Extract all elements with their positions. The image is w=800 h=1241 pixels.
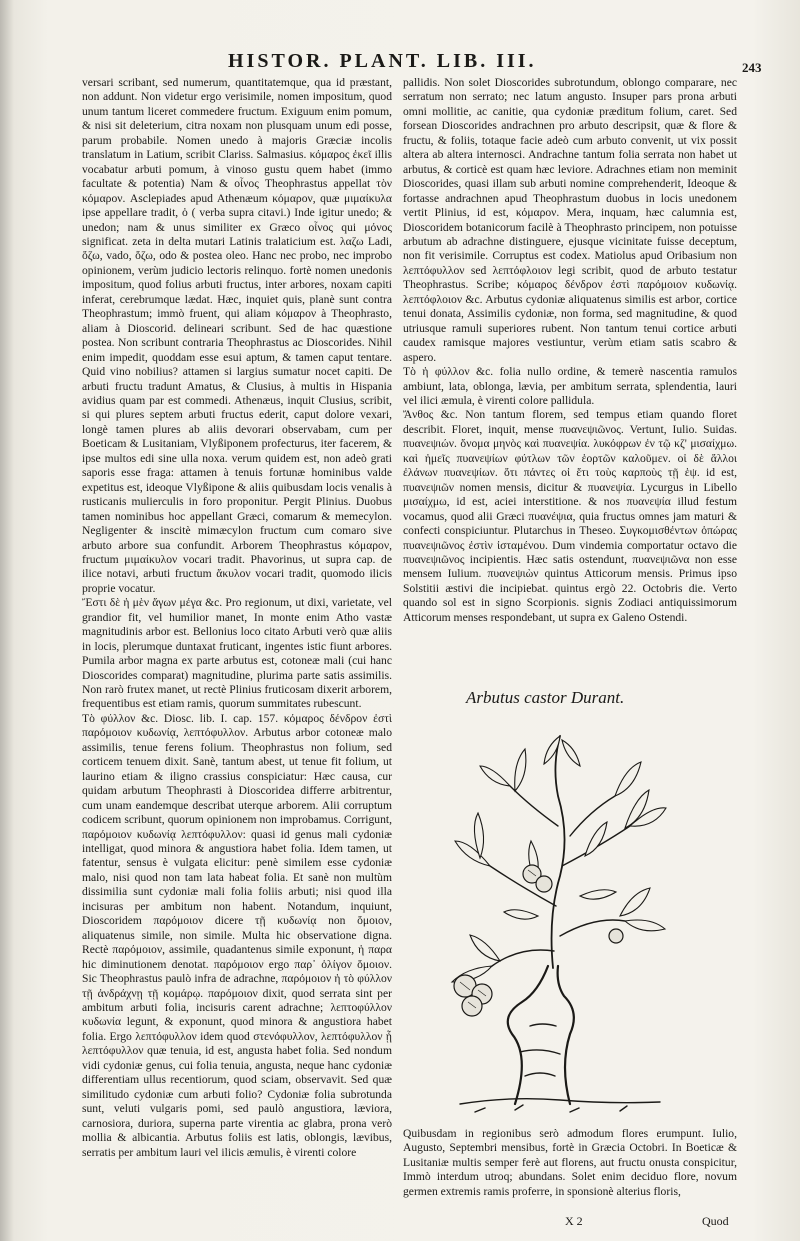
paragraph: Ἄνθος &c. Non tantum florem, sed tempus etiam quando floret describit. Floret, inquit, mense πυανεψιῶνος. Vertunt, Iulio. Suidas. πυανεψιών. ὄνομα μηνὸς καὶ πυανεψία. λυκόφρων ἐν τῷ κζ' μισαίχμω. καὶ ἡμεῖς πυανεψίων φύτλων τῶν ἑορτῶν καλοῦμεν. οἱ δὲ ἄλλοι ἐλάνων πυανεψίων. ὅτι πάντες οἱ ἔτι τοὺς καρποὺς τῇ ἑψ. id est, πυανεψιῶν nomen mensis, dicitur & πυανεψία. Lycurgus in Libello μισαίχμω, id est, aciei interstitione. & nos πυανεψία illud festum vocamus, quod alii Græci πυανέψια, quia fructus omnes jam maturi & confecti conspiciuntur. Plutarchus in Theseo. Συγκομισθέντων ὀπώρας πυανεψιῶνος ἐστὶν ἰσταμένου. Dum vindemia comportatur octavo die πυανεψιῶνος incipientis. Hæc satis ostendunt, πυανεψιῶνα non esse mensem Iulium. πυανεψιὼν quintus Atticorum mensis. Primus ipso Solstitii æstivi die incipiebat. quintus ergò 22. Octobris die. Verto quando sol est in signo Scorpionis. signis Zodiaci antiquissimorum Atticorum menses respondebant, ut supra ex Galeno Ostendi. <box>403 408 737 624</box>
paragraph: Τὸ ἡ φύλλον &c. folia nullo ordine, & temerè nascentia ramulos ambiunt, lata, oblonga, lævia, per ambitum serrata, splendentia, lauri vel ilici æmula, è virenti colore pallidula. <box>403 365 737 407</box>
catchword: Quod <box>702 1214 729 1228</box>
left-column <box>82 76 392 1216</box>
figure-title: Arbutus castor Durant. <box>466 688 625 707</box>
paragraph: Τὸ φύλλον &c. Diosc. lib. I. cap. 157. κόμαρος δένδρον ἐστὶ παρόμοιον κυδωνίᾳ, λεπτόφυλλον. Arbutus arbor cotoneæ malo assimilis, tenue ferens folium. Theophrastus non folium, sed corticem tenuem dixit. Sanè, tantum abest, ut tenue fit folium, ut laurino etiam & iligno crassius conspiciatur: Hæc causa, cur quidam arbutum Theophrasti à Dioscoridea differre arbitrentur, cum unam eandemque describat uterque arborem. Alii corruptum codicem scribunt, quorum opinionem non improbamus. Corrigunt, παρόμοιον κυδωνίᾳ λεπτόφυλλον: quasi id genus mali cydoniæ intelligat, quod minora & angustiora habet folia. Idem tamen, ut fatentur, sensus è vulgata elicitur: penè similem esse cydoniæ malo, nisi quod non tam lata habeat folia. Et sanè non multùm dissimilia sunt cydoniæ mali folia foliis arbuti; nisi quod illa incisuras per ambitum non habent. Notandum, inquiunt, Dioscoridem παρόμοιον dicere τῇ κυδωνίᾳ non ὅμοιον, aliquatenus simile, non simile. Multa hic observatione digna. Rectè παρόμοιον, assimile, quadantenus simile exponunt, ἡ παρα hic diminutionem denotat. παρόμοιον ergo παρ᾽ ὀλίγον ὅμοιον. Sic Theophrastus paulò infra de adrachne, παρόμοιον ἡ τὸ φύλλον τῇ ἀνδράχνῃ τῇ κομάρῳ. παρόμοιον dixit, quod serrata sint per ambitum arbuti folia, incisuris carent adrachne; λεπτοφύλλον κυδωνία legunt, & exponunt, quod minora & angustiora habet folia. Ergo λεπτόφυλλον idem quod στενόφυλλον, λεπτόφυλλον ᾗ λεπτόφυλλον quæ tenuia, id est, angusta habet folia. Sed nondum vidi cydoniæ genus, cui folia tenuia, angusta, neque hanc cydoniæ differentiam ullus recentiorum, quod sciam, observavit. Sed quæ similitudo cydoniæ cum arbuti folio? Cydoniæ folia subrotunda sunt, veluti vulgaris pomi, sed paulò angustiora, læviora, carnosiora, duriora, superna parte virentia ac glabra, prona verò mollia & albicantia. Arbutus foliis est latis, oblongis, lævibus, serratis per ambitum lauri vel ilicis æmulis, è virenti colore <box>82 711 392 1159</box>
running-head: HISTOR. PLANT. LIB. III. <box>228 50 537 72</box>
arbutus-woodcut-illustration <box>420 716 700 1126</box>
page-number: 243 <box>742 60 762 75</box>
gutter-shadow <box>0 0 14 1241</box>
signature-mark: X 2 <box>565 1214 583 1228</box>
right-column <box>403 76 737 696</box>
paragraph: Ἔστι δὲ ἡ μὲν ἄγων μέγα &c. Pro regionum, ut dixi, varietate, vel grandior fit, vel humilior manet, In monte enim Atho vastæ magnitudinis arbor est. Bellonius loco citato Arbuti verò quæ aliis in locis, plerumque duntaxat fruticant, ingentes istic fiunt arbores. Pumila arbor magna ex parte arbutus est, cotoneæ mali (cui hanc Dioscorides comparat) magnitudine, plurima parte satis assimilis. Non rarò frutex manet, ut rectè Plinius fruticosam dixerit arborem, frequentibus est etiam ramis, quorum summitates rubescunt. <box>82 596 392 711</box>
caption-paragraph: Quibusdam in regionibus serò admodum flores erumpunt. Iulio, Augusto, Septembri mensibus, fortè in Græcia Octobri. In Boeticæ & Lusitaniæ multis semper ferè aut florens, aut fructu onusta conspicitur, Immò interdum utroq; abundans. Solet enim deciduo flore, novum germen extremis ramis proferre, in sponsionè alterius floris, <box>403 1127 737 1198</box>
paragraph: pallidis. Non solet Dioscorides subrotundum, oblongo comparare, nec serratum non serrato; nec latum angusto. Insuper pars prona arbuti omni mollitie, ac canitie, qua cydoniæ præditum folium, caret. Sed forsean Dioscorides andrachnen pro arbuto descripsit, quæ & flore & fructu, & foliis, totaque facie adeò cum arbuto convenit, ut vix possit altera ab altera internosci. Andrachne tantum folia serrata non habet ut arbutus, & corticè est quam hæc leviore. Adrachnes etiam non meminit Dioscorides, quasi illam sub arbuti nomine comprehenderit, Ideoque & fortasse andrachnen apud Theophrastum duobus in locis unedonem vertit Plinius, id est, κόμαρον. Mera, inquam, hæc calumnia est, Dioscoridem botanicorum facilè à Theophrasto principem, non potuisse arbutum ab adrachne distinguere, ejusque vicinitate fuisse deceptum, non fit verisimile. Corruptus est codex. Matiolus apud Oribasium non λεπτόφυλλον sed λεπτόφλοιον legi scribit, quod de arbuto testatur Theophrastus. Scribe; κόμαρος δένδρον ἐστὶ παρόμοιον κυδωνίᾳ. λεπτόφλοιον &c. Arbutus cydoniæ aliquatenus similis est arbor, cortice tenui donata, Assimilis cydoniæ, non forma, sed magnitudine, & quod utriusque ramuli superiores rubent. Non tantum tenui cortice arbuti caudex ramisque majores vestiuntur, verùm etiam satis scabro & aspero. <box>403 76 737 364</box>
paragraph: versari scribant, sed numerum, quantitatemque, qua id præstant, non addunt. Non videtur ergo verisimile, nomen impositum, quod unum tantum liceret commedere fructum. Exiguum enim pomum, & nisi sit deleterium, citra noxam non plusquam unum edi posse, parum probabile. Nomen unedo à majoris Græciæ incolis translatum in Latium, scribit Clariss. Salmasius. κόμαρος ἐκεῖ illis vocabatur arbuti pomum, à vinoso gustu quem habet (immo facultate & potentia) Nam & οἶνος Theophrastus appellat τὸν κόμαρον. Asclepiades apud Athenæum κόμαρον, quæ μιμαίκυλα ipse appellare tradit, ὁ ( verba supra citavi.) Inde igitur unedo; & unedon; nam & unus similiter ex Græco οἶνος qui μόνος significat. zeta in delta mutari Latinis tralaticium est. λαζω Ladi, ὄζω, vado, ὄζω, odo & postea oleo. Hanc nec probo, nec improbo opinionem, verùm judicio lectoris relinquo. fortè nomen unedonis impositum, quod folius arbuti fructus, inter arbores, noxam capiti inferat, cerebrumque lædat. Hæc, inquiet quis, planè sunt contra Theophrastum; immò fruent, qui aliam κόμαρον à Theophrasto, aliam à Dioscorid. delineari scribunt. Sed de hac quæstione postea. Non scribunt contraria Theophrastus ac Dioscorides. Nihil enim impedit, quoddam esse esui aptum, & tamen caput tentare. Quid vino nobilius? attamen si largius sumatur nocet capiti. De arbuti fructu tradunt Amatus, & Clusius, à multis in Hispania avidius quam par est commedi. Athenæus, inquit Clusius, scribit, si qui plures septem arbuti fructus ederit, caput dolore vexari, longè tamen plures ab aliis devorari observabam, cum per Boeticam & Lusitaniam, Vlyßiponem profecturus, iter facerem, & ipse multos edi sine ulla noxa. verum quidem est, non adeò grati saporis esse fraga: attamen à tenuis fortunæ hominibus valde expetitus est, ideoque Vlyßipone & aliis quibusdam locis venalis à rusticanis mulierculis in foro proponitur. Pergit Plinius. Duobus tamen nominibus hoc appellant Græci, comarum & memecylon. Negligenter & inscitè mimæcylon fructum cum comaro sive arbuto arbore sua confundit. Arborem Theophrastus κόμαρον, fructum μιμαίκυλον vocari tradit. Phavorinus, ut supra cap. de ilice notavi, arbuti fructum ἄκυλον vocari tradit, quomodo ilicis proprie vocatur. <box>82 76 392 595</box>
